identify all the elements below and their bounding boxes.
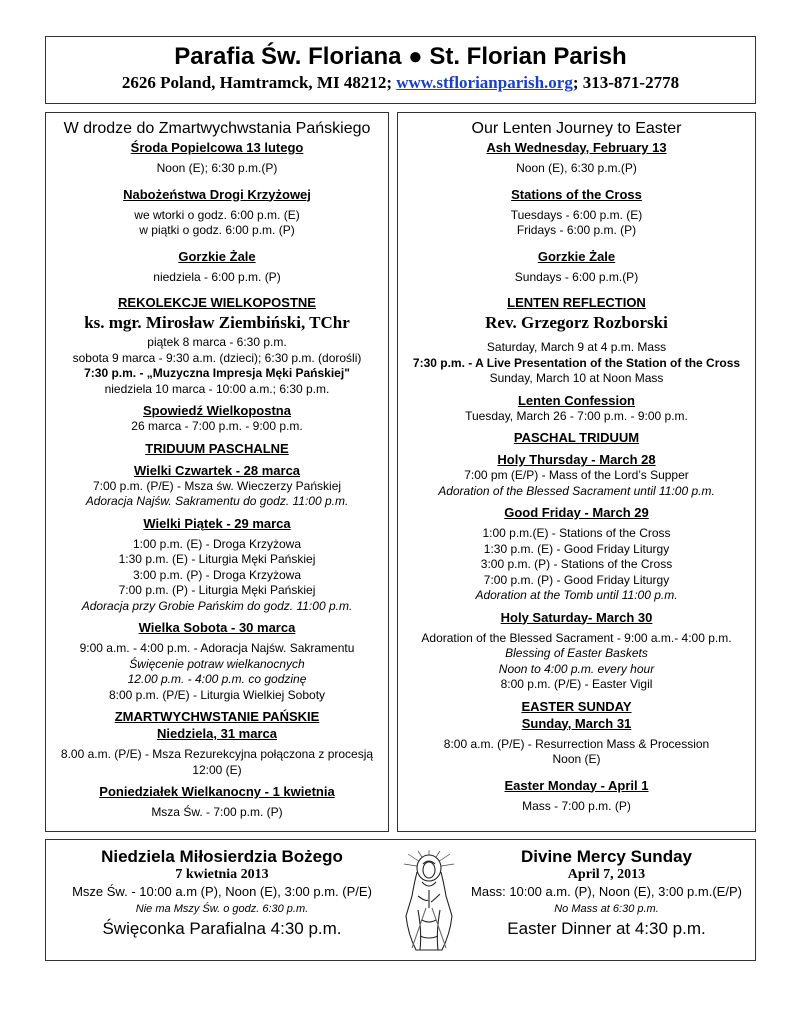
holy-thursday-line: 7:00 p.m. (P/E) - Msza św. Wieczerzy Pańskiej bbox=[92, 478, 342, 493]
parish-dinner: Święconka Parafialna 4:30 p.m. bbox=[102, 919, 342, 938]
divine-mercy-date: 7 kwietnia 2013 bbox=[175, 867, 269, 882]
polish-schedule-column bbox=[45, 112, 389, 832]
ash-wednesday-title: Środa Popielcowa 13 lutego bbox=[130, 140, 304, 155]
stations-title: Nabożeństwa Drogi Krzyżowej bbox=[123, 186, 311, 202]
stations-line: Tuesdays - 6:00 p.m. (E) bbox=[510, 207, 643, 222]
holy-thursday-line: Adoration of the Blessed Sacrament until 11:00 p.m. bbox=[438, 483, 715, 498]
good-friday-line: 1:30 p.m. (E) - Good Friday Liturgy bbox=[483, 541, 670, 556]
divine-mercy-title: Divine Mercy Sunday bbox=[520, 847, 692, 866]
easter-date: Sunday, March 31 bbox=[521, 715, 632, 731]
good-friday-line: Adoration at the Tomb until 11:00 p.m. bbox=[475, 588, 678, 602]
divine-mercy-note: No Mass at 6:30 p.m. bbox=[554, 903, 659, 915]
easter-monday-title: Poniedziałek Wielkanocny - 1 kwietnia bbox=[99, 784, 335, 799]
holy-thursday-title: Wielki Czwartek - 28 marca bbox=[133, 462, 301, 478]
good-friday-line: 7:00 p.m. (P) - Liturgia Męki Pańskiej bbox=[118, 583, 316, 597]
parish-title: Parafia Św. Floriana ● St. Florian Parish bbox=[174, 43, 627, 70]
retreat-priest: ks. mgr. Mirosław Ziembiński, TChr bbox=[84, 313, 350, 332]
good-friday-title: Good Friday - March 29 bbox=[504, 505, 649, 520]
reflection-title: LENTEN REFLECTION bbox=[507, 295, 646, 310]
easter-title: ZMARTWYCHWSTANIE PAŃSKIE bbox=[114, 709, 320, 724]
easter-date: Niedziela, 31 marca bbox=[157, 726, 277, 741]
easter-monday-time: Msza Św. - 7:00 p.m. (P) bbox=[151, 805, 283, 819]
triduum-title: TRIDUUM PASCHALNE bbox=[145, 440, 289, 456]
confession-title: Lenten Confession bbox=[517, 392, 635, 408]
gorzkie-zale-time: niedziela - 6:00 p.m. (P) bbox=[153, 269, 281, 284]
divine-mercy-polish bbox=[46, 846, 398, 940]
good-friday-line: Adoracja przy Grobie Pańskim do godz. 11:00 p.m. bbox=[81, 598, 353, 613]
website-link[interactable]: www.stflorianparish.org bbox=[396, 73, 573, 92]
holy-thursday-line: 7:00 pm (E/P) - Mass of the Lord’s Supper bbox=[464, 468, 689, 482]
easter-title: EASTER SUNDAY bbox=[521, 698, 632, 714]
retreat-line: niedziela 10 marca - 10:00 a.m.; 6:30 p.m. bbox=[104, 381, 330, 396]
ash-wednesday-title: Ash Wednesday, February 13 bbox=[486, 140, 667, 155]
divine-mercy-masses: Mass: 10:00 a.m. (P), Noon (E), 3:00 p.m.(E/P) bbox=[471, 884, 742, 899]
easter-dinner: Easter Dinner at 4:30 p.m. bbox=[507, 919, 706, 938]
column-heading: Our Lenten Journey to Easter bbox=[471, 120, 682, 137]
holy-saturday-line: Święcenie potraw wielkanocnych bbox=[129, 656, 305, 671]
divine-mercy-masses: Msze Św. - 10:00 a.m (P), Noon (E), 3:00 p.m. (P/E) bbox=[72, 884, 372, 899]
ash-wednesday-time: Noon (E), 6:30 p.m.(P) bbox=[516, 161, 637, 175]
divine-mercy-title: Niedziela Miłosierdzia Bożego bbox=[101, 847, 343, 866]
english-schedule-column bbox=[397, 112, 756, 832]
confession-title: Spowiedź Wielkopostna bbox=[143, 403, 291, 418]
holy-saturday-line: Adoration of the Blessed Sacrament - 9:00 a.m.- 4:00 p.m. bbox=[421, 630, 732, 645]
good-friday-line: 1:30 p.m. (E) - Liturgia Męki Pańskiej bbox=[118, 552, 316, 566]
parish-contact bbox=[46, 73, 755, 93]
stations-line: Fridays - 6:00 p.m. (P) bbox=[516, 223, 637, 237]
holy-saturday-title: Holy Saturday- March 30 bbox=[500, 609, 653, 625]
holy-saturday-title: Wielka Sobota - 30 marca bbox=[138, 620, 296, 635]
reflection-line: Sunday, March 10 at Noon Mass bbox=[489, 371, 664, 385]
header-box bbox=[45, 36, 756, 104]
column-heading: W drodze do Zmartwychwstania Pańskiego bbox=[63, 120, 371, 137]
holy-saturday-line: 12.00 p.m. - 4:00 p.m. co godzinę bbox=[127, 672, 307, 686]
divine-mercy-date: April 7, 2013 bbox=[567, 867, 646, 882]
holy-saturday-line: 8:00 p.m. (P/E) - Liturgia Wielkiej Soboty bbox=[108, 687, 326, 702]
good-friday-line: 1:00 p.m.(E) - Stations of the Cross bbox=[482, 526, 671, 540]
address: 2626 Poland, Hamtramck, MI 48212; bbox=[121, 73, 392, 92]
reflection-line: 7:30 p.m. - A Live Presentation of the Station of the Cross bbox=[412, 355, 741, 370]
good-friday-line: 1:00 p.m. (E) - Droga Krzyżowa bbox=[132, 536, 302, 551]
retreat-line: 7:30 p.m. - „Muzyczna Impresja Męki Pańskiej" bbox=[84, 366, 350, 380]
stations-title: Stations of the Cross bbox=[511, 186, 642, 202]
holy-saturday-line: 8:00 p.m. (P/E) - Easter Vigil bbox=[500, 677, 653, 691]
good-friday-line: 7:00 p.m. (P) - Good Friday Liturgy bbox=[483, 572, 670, 587]
phone: ; 313-871-2778 bbox=[572, 73, 680, 92]
divine-mercy-box bbox=[45, 839, 756, 961]
reflection-line: Saturday, March 9 at 4 p.m. Mass bbox=[486, 340, 667, 354]
good-friday-title: Wielki Piątek - 29 marca bbox=[143, 515, 291, 531]
divine-mercy-note: Nie ma Mszy Św. o godz. 6:30 p.m. bbox=[135, 903, 309, 915]
easter-monday-time: Mass - 7:00 p.m. (P) bbox=[522, 798, 631, 813]
gorzkie-zale-time: Sundays - 6:00 p.m.(P) bbox=[514, 269, 639, 284]
stations-line: we wtorki o godz. 6:00 p.m. (E) bbox=[134, 207, 300, 222]
confession-time: 26 marca - 7:00 p.m. - 9:00 p.m. bbox=[131, 419, 303, 433]
retreat-line: sobota 9 marca - 9:30 a.m. (dzieci); 6:30 p.m. (dorośli) bbox=[72, 350, 362, 365]
stations-line: w piątki o godz. 6:00 p.m. (P) bbox=[139, 223, 295, 237]
easter-line: Noon (E) bbox=[552, 752, 601, 766]
holy-thursday-title: Holy Thursday - March 28 bbox=[497, 452, 656, 467]
holy-thursday-line: Adoracja Najśw. Sakramentu do godz. 11:00 p.m. bbox=[85, 494, 349, 508]
divine-mercy-image bbox=[398, 850, 460, 954]
easter-line: 8.00 a.m. (P/E) - Msza Rezurekcyjna połączona z procesją bbox=[60, 747, 374, 761]
good-friday-line: 3:00 p.m. (P) - Stations of the Cross bbox=[480, 557, 673, 571]
divine-mercy-english bbox=[458, 846, 755, 940]
easter-line: 8:00 a.m. (P/E) - Resurrection Mass & Procession bbox=[443, 736, 710, 751]
gorzkie-zale-title: Gorzkie Żale bbox=[178, 248, 256, 264]
gorzkie-zale-title: Gorzkie Żale bbox=[537, 248, 616, 264]
easter-line: 12:00 (E) bbox=[192, 762, 242, 777]
retreat-title: REKOLEKCJE WIELKOPOSTNE bbox=[118, 295, 316, 310]
retreat-line: piątek 8 marca - 6:30 p.m. bbox=[147, 335, 287, 349]
holy-saturday-line: Blessing of Easter Baskets bbox=[505, 646, 648, 660]
good-friday-line: 3:00 p.m. (P) - Droga Krzyżowa bbox=[132, 567, 302, 582]
triduum-title: PASCHAL TRIDUUM bbox=[513, 430, 640, 445]
easter-monday-title: Easter Monday - April 1 bbox=[504, 777, 649, 793]
ash-wednesday-time: Noon (E); 6:30 p.m.(P) bbox=[156, 161, 278, 175]
holy-saturday-line: Noon to 4:00 p.m. every hour bbox=[498, 661, 655, 676]
reflection-priest: Rev. Grzegorz Rozborski bbox=[485, 313, 668, 332]
holy-saturday-line: 9:00 a.m. - 4:00 p.m. - Adoracja Najśw. Sakramentu bbox=[79, 641, 355, 655]
confession-time: Tuesday, March 26 - 7:00 p.m. - 9:00 p.m. bbox=[465, 408, 688, 423]
